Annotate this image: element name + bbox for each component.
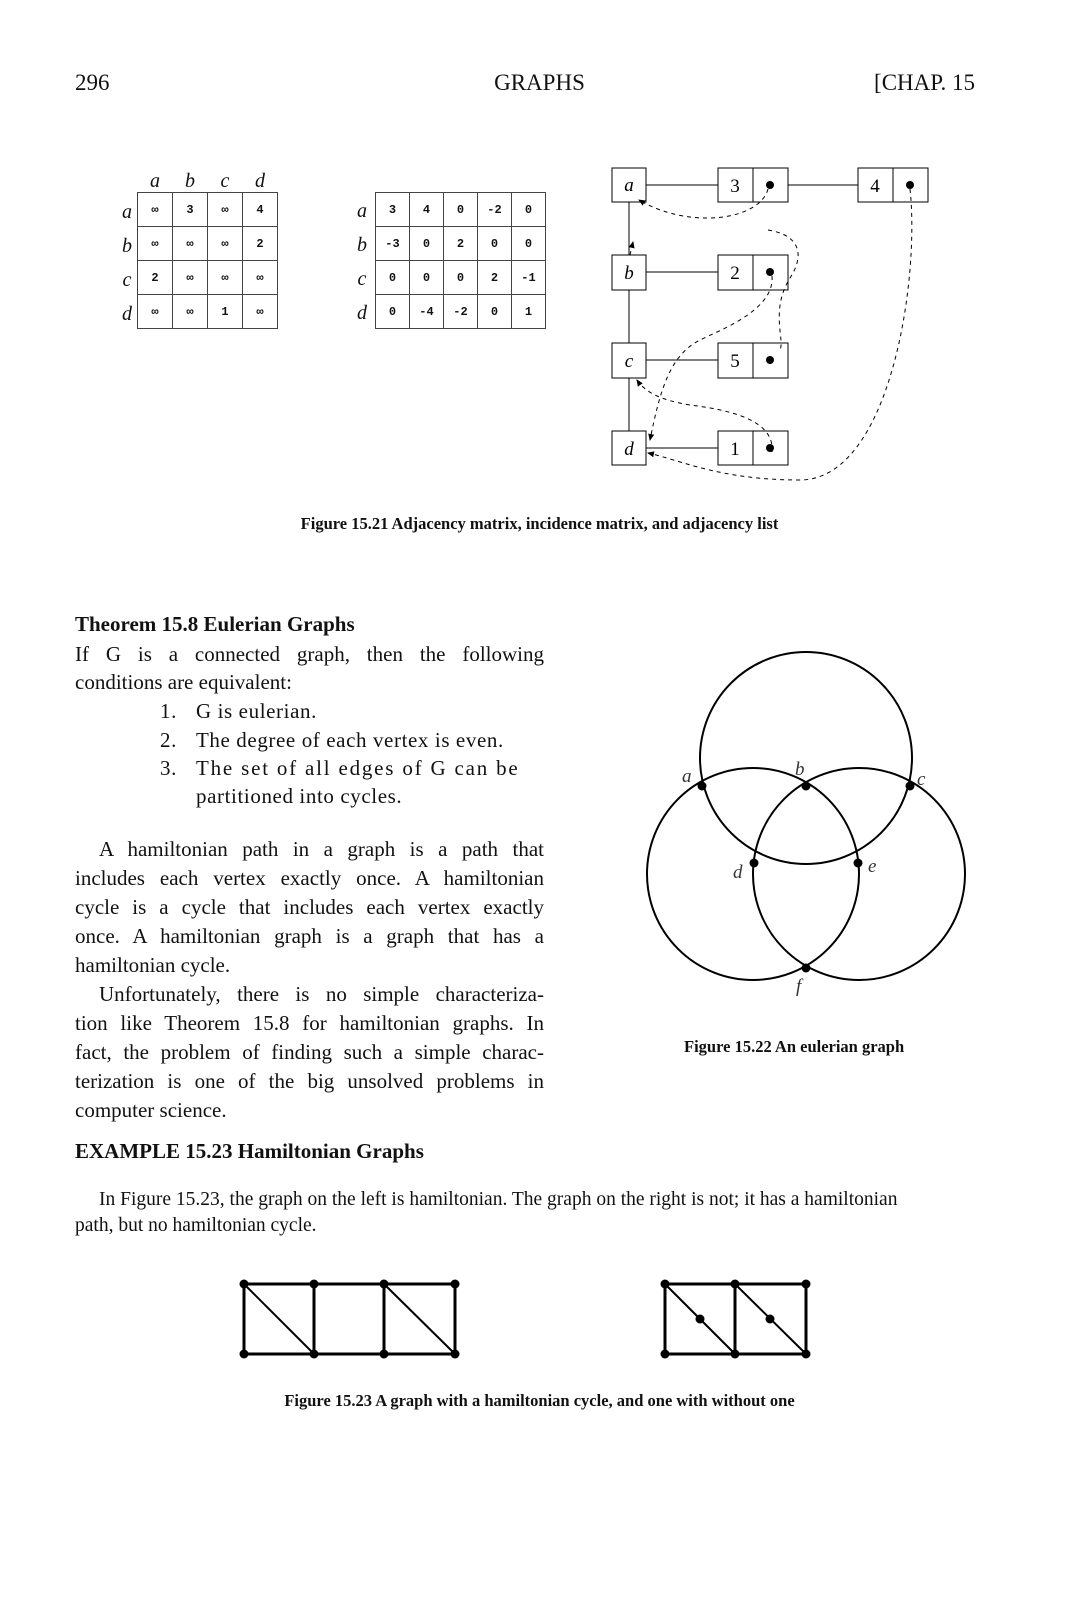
list-node-weight: 2 [730, 263, 740, 284]
figure-15-21-caption: Figure 15.21 Adjacency matrix, incidence matrix, and adjacency list [300, 514, 779, 533]
matrix-cell: ∞ [173, 261, 208, 295]
table-row [138, 295, 278, 329]
theorem-item-text: The degree of each vertex is even. [196, 728, 504, 752]
matrix-cell: 0 [512, 193, 546, 227]
matrix-cell: ∞ [173, 227, 208, 261]
graph-vertex [731, 1280, 740, 1289]
matrix-cell: 0 [512, 227, 546, 261]
matrix2-row-label: d [357, 302, 367, 324]
graph-vertex [380, 1350, 389, 1359]
adjlist-vertex-label: d [624, 439, 634, 460]
pointer-dot [766, 181, 774, 189]
matrix1-col-label: a [150, 170, 160, 192]
table-row [376, 295, 546, 329]
matrix-cell: 0 [410, 261, 444, 295]
pointer-dot [766, 444, 774, 452]
matrix2-row-label: b [357, 234, 367, 256]
matrix-cell: 0 [376, 261, 410, 295]
vertex-f [802, 964, 811, 973]
figure-15-22-caption: Figure 15.22 An eulerian graph [684, 1037, 905, 1056]
graph-vertex [661, 1280, 670, 1289]
vertex-label-f: f [796, 976, 802, 997]
matrix-cell: -3 [376, 227, 410, 261]
matrix-cell: 4 [410, 193, 444, 227]
matrix-cell: ∞ [138, 193, 173, 227]
adjlist-vertex-label: c [624, 351, 634, 372]
paragraph-line: includes each vertex exactly once. A hamiltonian [75, 866, 544, 890]
theorem-item-num: 2. [160, 728, 177, 752]
matrix-cell: ∞ [138, 295, 173, 329]
example-title: EXAMPLE 15.23 Hamiltonian Graphs [75, 1139, 424, 1163]
matrix-cell: 3 [376, 193, 410, 227]
vertex-b [802, 782, 811, 791]
vertex-label-c: c [917, 769, 926, 790]
matrix1-row-label: c [122, 269, 132, 291]
paragraph-line: tion like Theorem 15.8 for hamiltonian graphs. In [75, 1011, 544, 1035]
graph-vertex [310, 1350, 319, 1359]
table-row [138, 227, 278, 261]
matrix-cell: 2 [444, 227, 478, 261]
adjacency-list-diagram [600, 160, 950, 495]
hamiltonian-graphs [230, 1270, 830, 1370]
incidence-matrix [352, 192, 557, 342]
matrix1-col-label: c [220, 170, 230, 192]
matrix1-row-label: d [122, 303, 132, 325]
adjacency-matrix [116, 170, 286, 340]
table-row [138, 193, 278, 227]
matrix-cell: 0 [478, 295, 512, 329]
theorem-title: Theorem 15.8 Eulerian Graphs [75, 612, 355, 636]
matrix1-row-label: a [122, 201, 132, 223]
matrix-cell: ∞ [173, 295, 208, 329]
vertex-c [906, 782, 915, 791]
theorem-item-num: 3. [160, 756, 177, 780]
graph-vertex [766, 1315, 775, 1324]
matrix-cell: 0 [376, 295, 410, 329]
graph-vertex [696, 1315, 705, 1324]
theorem-intro-text: If G is a connected graph, then the following [75, 642, 544, 666]
running-title: GRAPHS [494, 70, 585, 95]
eulerian-graph [630, 650, 980, 1010]
matrix-cell: -2 [478, 193, 512, 227]
matrix-cell: ∞ [208, 227, 243, 261]
graph-vertex [310, 1280, 319, 1289]
paragraph-line: terization is one of the big unsolved problems in [75, 1069, 544, 1093]
graph-vertex [240, 1350, 249, 1359]
matrix-cell: 0 [478, 227, 512, 261]
vertex-a [698, 782, 707, 791]
right-graph [665, 1284, 806, 1354]
pointer-dot [766, 356, 774, 364]
paragraph-line: cycle is a cycle that includes each vertex exactly [75, 895, 544, 919]
matrix-cell: -4 [410, 295, 444, 329]
matrix-cell: ∞ [243, 261, 278, 295]
matrix1-col-label: b [185, 170, 195, 192]
graph-circle-top [700, 652, 912, 864]
graph-vertex [731, 1350, 740, 1359]
list-node-weight: 4 [870, 176, 880, 197]
matrix2-grid [375, 192, 546, 329]
chapter-label: [CHAP. 15 [874, 70, 975, 95]
list-node-weight: 5 [730, 351, 740, 372]
theorem-intro-line-2: conditions are equivalent: [75, 670, 292, 694]
paragraph-line: fact, the problem of finding such a simple charac- [75, 1040, 544, 1064]
paragraph-line: A hamiltonian path in a graph is a path that [99, 837, 544, 861]
graph-vertex [802, 1280, 811, 1289]
matrix2-row-label: a [357, 200, 367, 222]
pointer-dot [766, 268, 774, 276]
list-node-weight: 1 [730, 439, 740, 460]
vertex-label-b: b [795, 759, 805, 780]
graph-vertex [380, 1280, 389, 1289]
example-text-line-2: path, but no hamiltonian cycle. [75, 1215, 317, 1236]
table-row [376, 261, 546, 295]
matrix-cell: ∞ [243, 295, 278, 329]
list-node-weight: 3 [730, 176, 740, 197]
vertex-label-a: a [682, 766, 692, 787]
matrix1-col-label: d [255, 170, 265, 192]
matrix-cell: 1 [512, 295, 546, 329]
matrix1-row-label: b [122, 235, 132, 257]
theorem-item-num: 1. [160, 699, 177, 723]
theorem-intro-line [75, 640, 544, 669]
theorem-item-text: G is eulerian. [196, 699, 317, 723]
example-text-line-1: In Figure 15.23, the graph on the left is hamiltonian. The graph on the right is not; it has a hamiltonian [99, 1189, 898, 1210]
vertex-label-d: d [733, 862, 743, 883]
matrix-cell: 0 [444, 261, 478, 295]
page-number: 296 [75, 70, 110, 95]
table-row [376, 227, 546, 261]
matrix-cell: 3 [173, 193, 208, 227]
matrix-cell: -1 [512, 261, 546, 295]
paragraph-line: computer science. [75, 1098, 227, 1122]
table-row [376, 193, 546, 227]
paragraph-line: hamiltonian cycle. [75, 953, 231, 977]
pointer-dot [906, 181, 914, 189]
graph-vertex [240, 1280, 249, 1289]
matrix-cell: ∞ [208, 193, 243, 227]
vertex-e [854, 859, 863, 868]
paragraph-line: Unfortunately, there is no simple characteriza- [99, 982, 544, 1006]
matrix2-row-label: c [357, 268, 367, 290]
vertex-d [750, 859, 759, 868]
matrix-cell: 2 [138, 261, 173, 295]
matrix-cell: 0 [444, 193, 478, 227]
graph-vertex [451, 1350, 460, 1359]
matrix1-grid [137, 192, 278, 329]
matrix-cell: 2 [243, 227, 278, 261]
theorem-item-text-cont: partitioned into cycles. [196, 784, 403, 808]
theorem-item-text: The set of all edges of G can be [196, 756, 520, 780]
adjlist-vertex-label: a [624, 175, 634, 196]
table-row [138, 261, 278, 295]
adjlist-vertex-label: b [624, 263, 634, 284]
matrix-cell: -2 [444, 295, 478, 329]
graph-vertex [661, 1350, 670, 1359]
vertex-label-e: e [868, 856, 877, 877]
matrix-cell: ∞ [208, 261, 243, 295]
matrix-cell: 2 [478, 261, 512, 295]
left-graph [244, 1284, 455, 1354]
graph-vertex [802, 1350, 811, 1359]
matrix-cell: 0 [410, 227, 444, 261]
matrix-cell: 4 [243, 193, 278, 227]
matrix-cell: ∞ [138, 227, 173, 261]
matrix-cell: 1 [208, 295, 243, 329]
hamilton-paragraph [75, 835, 544, 1125]
graph-vertex [451, 1280, 460, 1289]
paragraph-line: once. A hamiltonian graph is a graph that has a [75, 924, 544, 948]
figure-15-23-caption: Figure 15.23 A graph with a hamiltonian cycle, and one with without one [284, 1391, 795, 1410]
